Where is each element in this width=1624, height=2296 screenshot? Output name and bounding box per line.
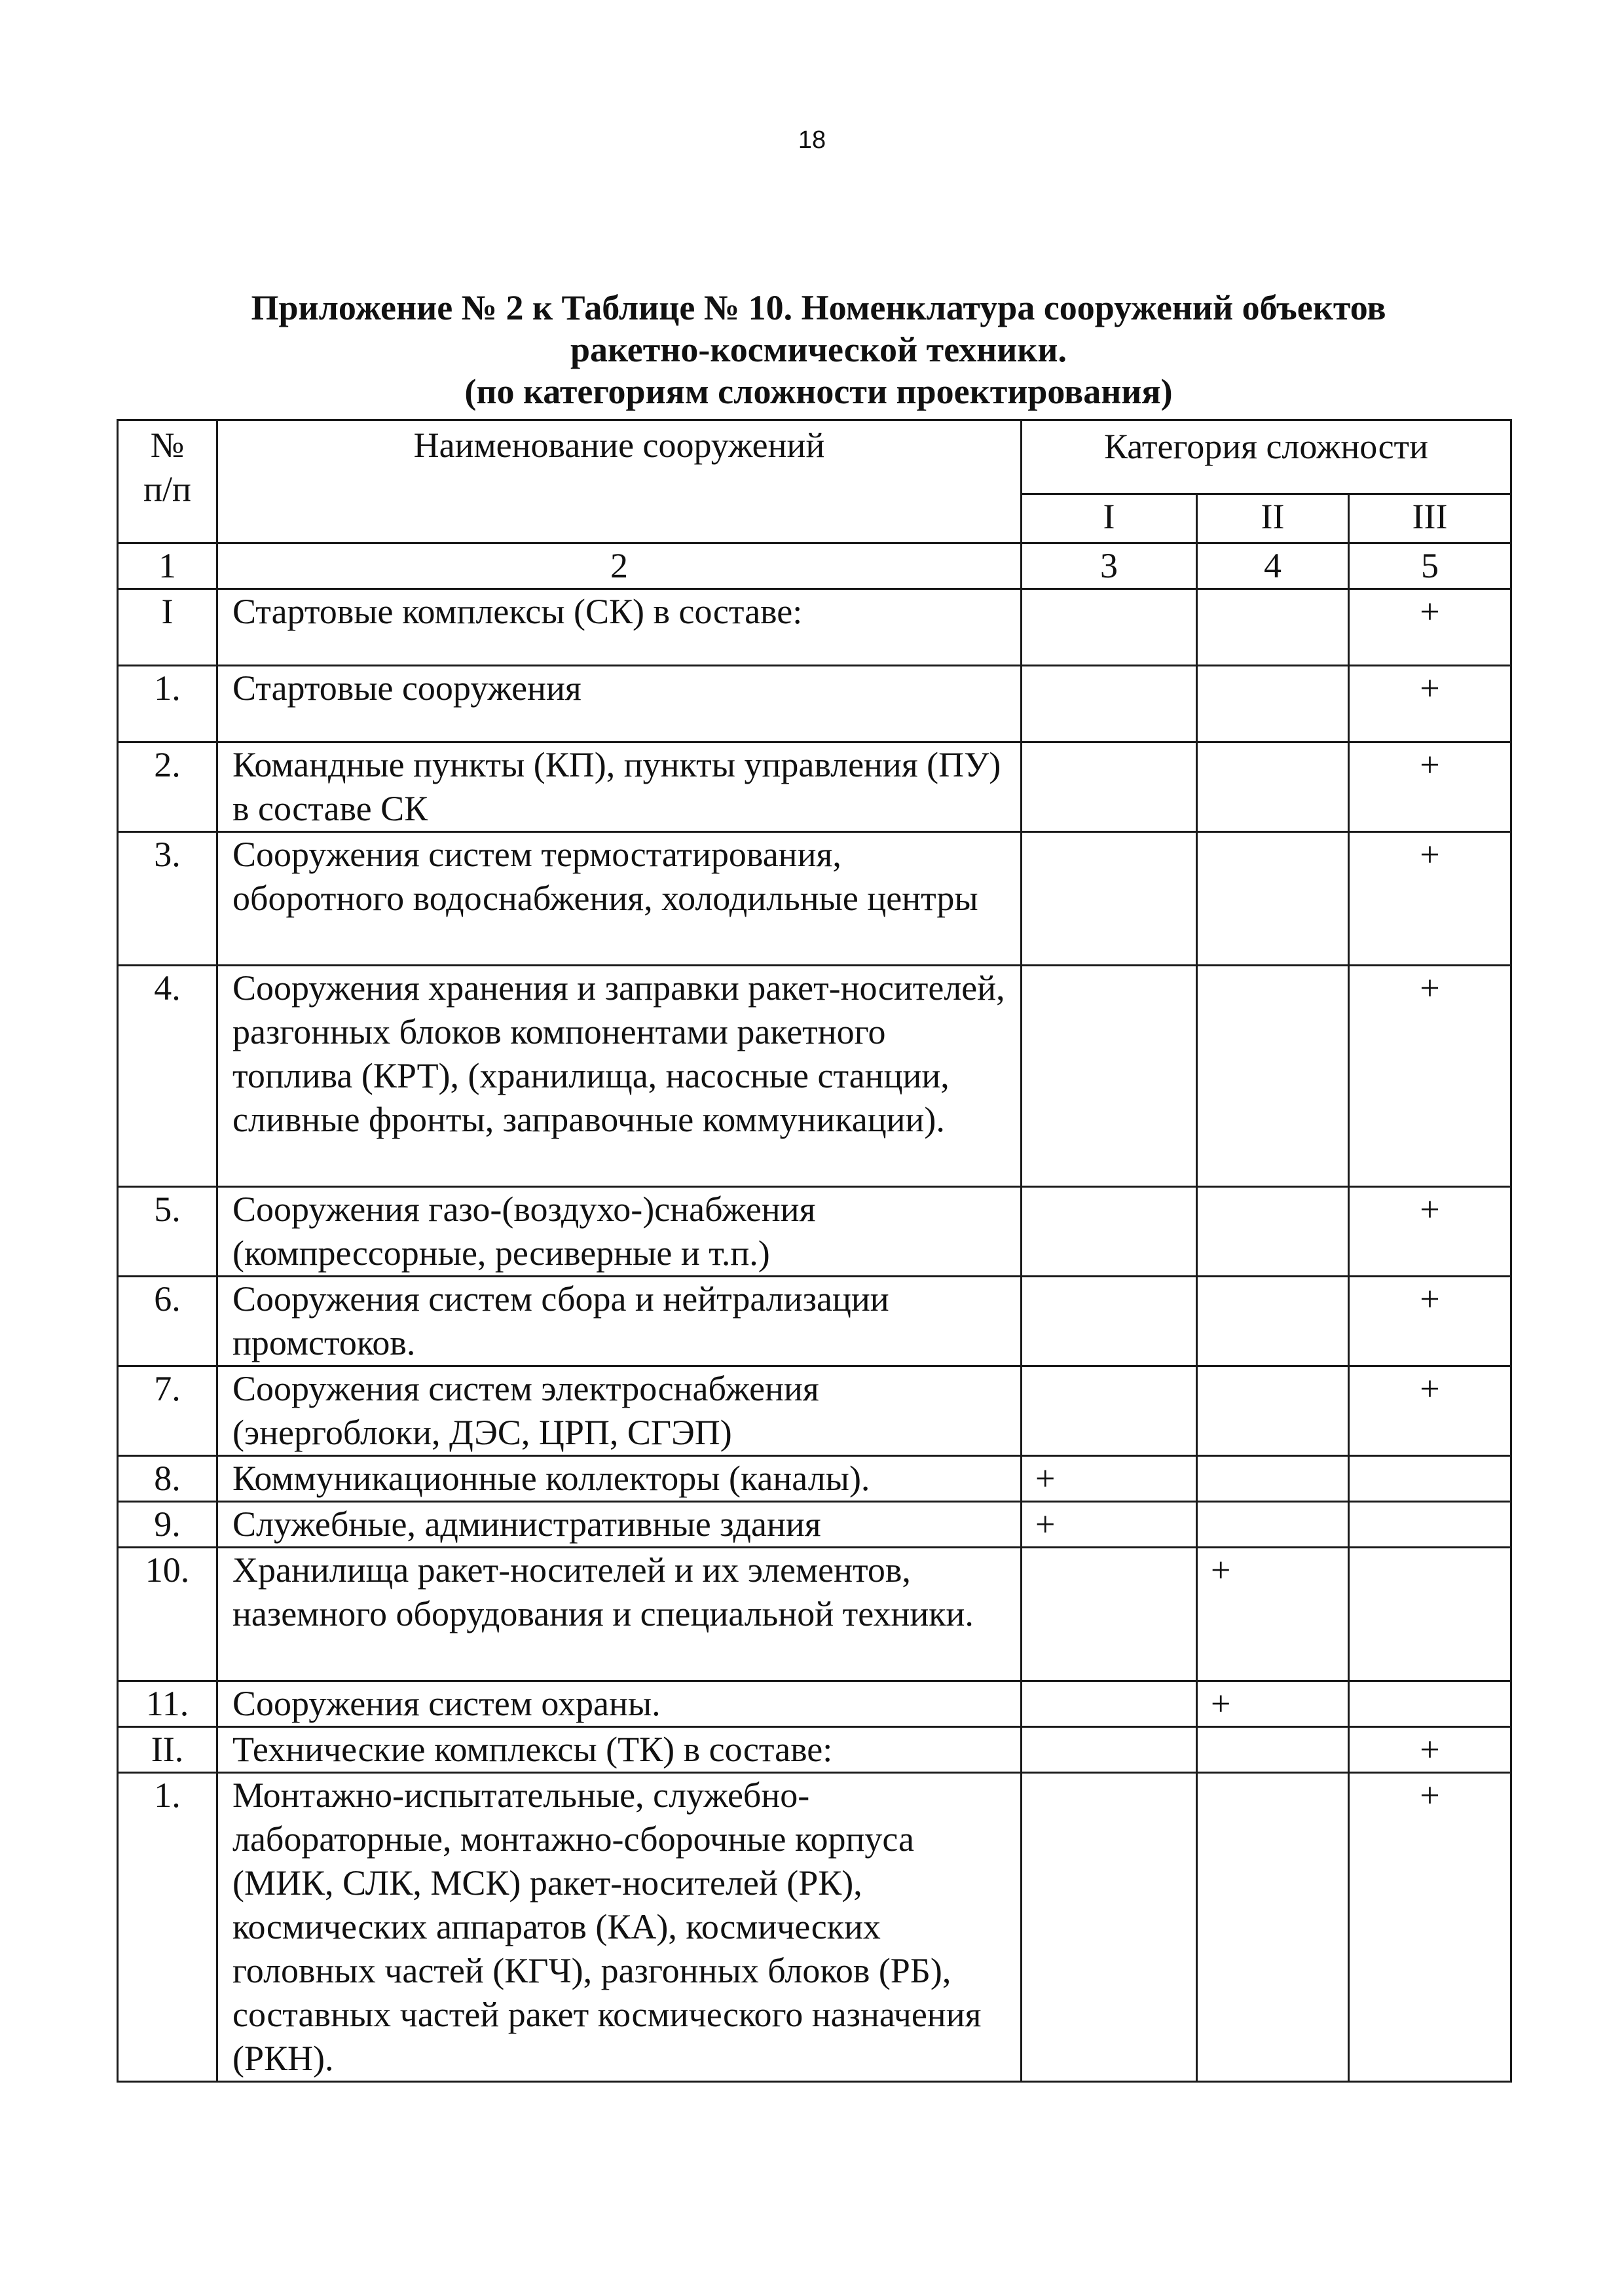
- category-3-mark: +: [1349, 832, 1511, 966]
- structure-name: Хранилища ракет-носителей и их элементов, наземного оборудования и специальной техники.: [217, 1548, 1022, 1681]
- heading-line-2: ракетно-космической техники.: [570, 330, 1067, 369]
- table-row: [118, 1366, 1511, 1456]
- category-1-mark: [1022, 589, 1197, 666]
- column-index: 1: [118, 543, 217, 589]
- category-2-mark: [1197, 1456, 1349, 1502]
- header-row-1: [118, 420, 1511, 494]
- category-2-mark: +: [1197, 1681, 1349, 1727]
- row-number: 3.: [118, 832, 217, 966]
- category-2-mark: [1197, 1187, 1349, 1277]
- document-heading: [118, 287, 1519, 412]
- column-index-row: [118, 543, 1511, 589]
- row-number: 1.: [118, 1773, 217, 2082]
- row-number: 5.: [118, 1187, 217, 1277]
- category-1-mark: [1022, 1277, 1197, 1366]
- category-1-mark: [1022, 1681, 1197, 1727]
- structure-name: Технические комплексы (ТК) в составе:: [217, 1727, 1022, 1773]
- row-number: 11.: [118, 1681, 217, 1727]
- row-number: 7.: [118, 1366, 217, 1456]
- column-index: 3: [1022, 543, 1197, 589]
- table-row: [118, 742, 1511, 832]
- category-2-mark: [1197, 832, 1349, 966]
- column-index: 5: [1349, 543, 1511, 589]
- structure-name: Коммуникационные коллекторы (каналы).: [217, 1456, 1022, 1502]
- column-index: 2: [217, 543, 1022, 589]
- category-2-mark: +: [1197, 1548, 1349, 1681]
- structure-name: Сооружения систем сбора и нейтрализации промстоков.: [217, 1277, 1022, 1366]
- row-number: 10.: [118, 1548, 217, 1681]
- header-number-symbol: №: [150, 426, 185, 465]
- category-2-mark: [1197, 1727, 1349, 1773]
- structure-name: Стартовые комплексы (СК) в составе:: [217, 589, 1022, 666]
- category-3-mark: +: [1349, 1277, 1511, 1366]
- category-2-mark: [1197, 1502, 1349, 1548]
- category-3-mark: +: [1349, 1187, 1511, 1277]
- heading-line-1: Приложение № 2 к Таблице № 10. Номенклатура сооружений объектов: [251, 288, 1386, 327]
- category-1-mark: [1022, 666, 1197, 742]
- category-1-mark: +: [1022, 1456, 1197, 1502]
- category-3-mark: +: [1349, 666, 1511, 742]
- category-1-mark: [1022, 1773, 1197, 2082]
- category-1-mark: [1022, 1727, 1197, 1773]
- row-number: 1.: [118, 666, 217, 742]
- table-row: [118, 1727, 1511, 1773]
- row-number: II.: [118, 1727, 217, 1773]
- table-row: [118, 1773, 1511, 2082]
- row-number: 2.: [118, 742, 217, 832]
- header-name-cell: Наименование сооружений: [217, 420, 1022, 543]
- table-row: [118, 1187, 1511, 1277]
- category-3-mark: [1349, 1681, 1511, 1727]
- header-category-3: III: [1349, 494, 1511, 543]
- structure-name: Командные пункты (КП), пункты управления (ПУ) в составе СК: [217, 742, 1022, 832]
- row-number: I: [118, 589, 217, 666]
- category-2-mark: [1197, 1773, 1349, 2082]
- category-3-mark: +: [1349, 589, 1511, 666]
- table-row: [118, 1456, 1511, 1502]
- category-2-mark: [1197, 666, 1349, 742]
- header-category-1: I: [1022, 494, 1197, 543]
- category-1-mark: [1022, 1187, 1197, 1277]
- category-1-mark: [1022, 1366, 1197, 1456]
- structure-name: Сооружения систем электроснабжения (энергоблоки, ДЭС, ЦРП, СГЭП): [217, 1366, 1022, 1456]
- category-1-mark: [1022, 742, 1197, 832]
- structure-name: Сооружения газо-(воздухо-)снабжения (компрессорные, ресиверные и т.п.): [217, 1187, 1022, 1277]
- header-category-cell: Категория сложности: [1022, 420, 1511, 494]
- table-row: [118, 1548, 1511, 1681]
- table-row: [118, 589, 1511, 666]
- category-1-mark: +: [1022, 1502, 1197, 1548]
- page-number: 18: [798, 126, 826, 154]
- category-2-mark: [1197, 1366, 1349, 1456]
- row-number: 8.: [118, 1456, 217, 1502]
- category-3-mark: +: [1349, 966, 1511, 1187]
- category-3-mark: [1349, 1502, 1511, 1548]
- structures-nomenclature-table: [117, 419, 1512, 2083]
- table-row: [118, 966, 1511, 1187]
- category-1-mark: [1022, 966, 1197, 1187]
- category-2-mark: [1197, 966, 1349, 1187]
- category-2-mark: [1197, 589, 1349, 666]
- row-number: 9.: [118, 1502, 217, 1548]
- row-number: 4.: [118, 966, 217, 1187]
- category-3-mark: +: [1349, 742, 1511, 832]
- column-index: 4: [1197, 543, 1349, 589]
- table-row: [118, 1681, 1511, 1727]
- structure-name: Сооружения хранения и заправки ракет-носителей, разгонных блоков компонентами ракетного топлива (КРТ), (хранилища, насосные станции, сливные фронты, заправочные коммуникации).: [217, 966, 1022, 1187]
- structure-name: Монтажно-испытательные, служебно-лабораторные, монтажно-сборочные корпуса (МИК, СЛК, МСК) ракет-носителей (РК), космических аппаратов (КА), космических головных частей (КГЧ), разгонных блоков (РБ), составных частей ракет космического назначения (РКН).: [217, 1773, 1022, 2082]
- table-row: [118, 1277, 1511, 1366]
- header-number-cell: [118, 420, 217, 543]
- category-1-mark: [1022, 832, 1197, 966]
- category-3-mark: +: [1349, 1727, 1511, 1773]
- category-1-mark: [1022, 1548, 1197, 1681]
- structure-name: Стартовые сооружения: [217, 666, 1022, 742]
- table-row: [118, 1502, 1511, 1548]
- structure-name: Сооружения систем термостатирования, оборотного водоснабжения, холодильные центры: [217, 832, 1022, 966]
- row-number: 6.: [118, 1277, 217, 1366]
- category-3-mark: [1349, 1456, 1511, 1502]
- header-category-2: II: [1197, 494, 1349, 543]
- category-3-mark: +: [1349, 1366, 1511, 1456]
- table-row: [118, 666, 1511, 742]
- header-number-label: п/п: [143, 469, 191, 509]
- category-2-mark: [1197, 742, 1349, 832]
- structure-name: Сооружения систем охраны.: [217, 1681, 1022, 1727]
- heading-line-3: (по категориям сложности проектирования): [464, 372, 1173, 411]
- table-row: [118, 832, 1511, 966]
- category-3-mark: [1349, 1548, 1511, 1681]
- category-2-mark: [1197, 1277, 1349, 1366]
- structure-name: Служебные, административные здания: [217, 1502, 1022, 1548]
- category-3-mark: +: [1349, 1773, 1511, 2082]
